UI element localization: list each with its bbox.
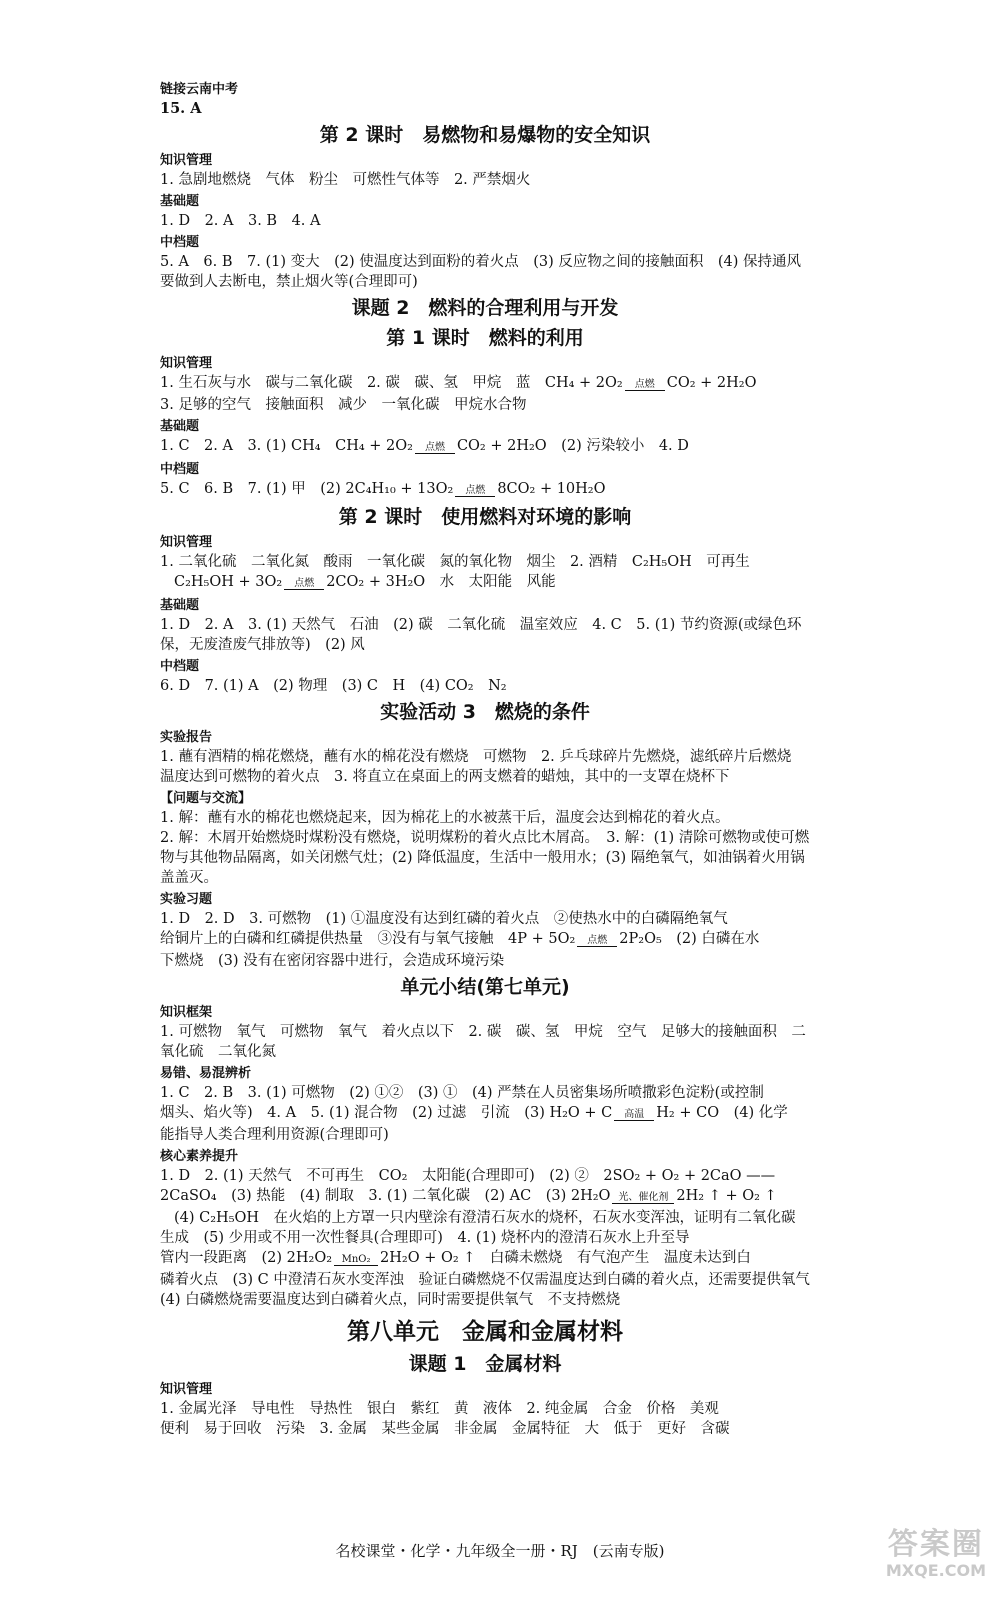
- answer-line: 1. D 2. A 3. B 4. A: [160, 213, 321, 229]
- section-label: 中档题: [160, 462, 200, 477]
- reaction-condition: 点燃: [634, 379, 655, 390]
- equation-reactants: 烟头、焰火等) 4. A 5. (1) 混合物 (2) 过滤 引流 (3) H₂O + C: [160, 1105, 613, 1121]
- activity-title: 实验活动 3 燃烧的条件: [380, 701, 590, 723]
- answer-line: [160, 929, 810, 951]
- answer-line: 便利 易于回收 污染 3. 金属 某些金属 非金属 金属特征 大 低于 更好 含碳: [160, 1421, 730, 1437]
- answer-line: 1. 解：蘸有水的棉花也燃烧起来，因为棉花上的水被蒸干后，温度会达到棉花的着火点。: [160, 810, 730, 826]
- equation-products: H₂ + CO (4) 化学: [656, 1105, 788, 1121]
- watermark-text: 答案圈: [887, 1527, 984, 1562]
- answer-line: 1. 金属光泽 导电性 导热性 银白 紫红 黄 液体 2. 纯金属 合金 价格 美观: [160, 1401, 719, 1417]
- answer-line: 2. 解：木屑开始燃烧时煤粉没有燃烧，说明煤粉的着火点比木屑高。 3. 解：(1) 清除可燃物或使可燃物与其他物品隔离，如关闭燃气灶；(2) 降低温度，生活中一般用水；(3) 隔绝氧气，如油锅着火用锅盖盖灭。: [160, 830, 810, 886]
- reaction-arrow: [284, 579, 324, 594]
- section-label: 中档题: [160, 235, 200, 250]
- answer-page: [160, 78, 825, 1439]
- reaction-condition: 点燃: [294, 578, 315, 589]
- section-label: 知识管理: [160, 535, 213, 550]
- topic-title: 课题 2 燃料的合理利用与开发: [351, 297, 619, 319]
- answer-line: 1. 二氧化硫 二氧化氮 酸雨 一氧化碳 氮的氧化物 烟尘 2. 酒精 C₂H₅OH 可再生: [160, 554, 750, 570]
- equation-products: 2H₂O + O₂ ↑ 白磷未燃烧 有气泡产生 温度未达到白: [380, 1250, 751, 1266]
- section-label: 知识管理: [160, 1382, 213, 1397]
- reaction-arrow: [415, 443, 455, 458]
- answer-line: 下燃烧 (3) 没有在密闭容器中进行，会造成环境污染: [160, 953, 505, 969]
- unit-title: 第八单元 金属和金属材料: [347, 1319, 623, 1345]
- reaction-condition: 点燃: [465, 485, 486, 496]
- answer-line: 15. A: [160, 100, 202, 117]
- reaction-arrow: [577, 936, 617, 951]
- answer-line: 能指导人类合理利用资源(合理即可): [160, 1127, 389, 1143]
- answer-line: [160, 1248, 810, 1270]
- answer-line: 5. A 6. B 7. (1) 变大 (2) 使温度达到面粉的着火点 (3) 反应物之间的接触面积 (4) 保持通风 要做到人去断电，禁止烟火等(合理即可): [160, 254, 816, 290]
- answer-line: [160, 436, 810, 458]
- reaction-arrow: [455, 486, 495, 501]
- section-label: 实验习题: [160, 892, 213, 907]
- reaction-condition: 点燃: [587, 935, 608, 946]
- answer-line: 磷着火点 (3) C 中澄清石灰水变浑浊 验证白磷燃烧不仅需温度达到白磷的着火点，还需要提供氧气 (4) 白磷燃烧需要温度达到白磷着火点，同时需要提供氧气 不支持燃烧: [160, 1272, 825, 1308]
- section-label: 核心素养提升: [160, 1149, 239, 1164]
- section-label: 【问题与交流】: [160, 791, 252, 806]
- equation-products: CO₂ + 2H₂O (2) 污染较小 4. D: [456, 438, 689, 454]
- answer-line: 1. C 2. B 3. (1) 可燃物 (2) ①② (3) ① (4) 严禁在人员密集场所喷撒彩色淀粉(或控制: [160, 1085, 764, 1101]
- reaction-arrow: [614, 1110, 654, 1125]
- watermark-url: MXQE.COM: [885, 1561, 986, 1580]
- equation-reactants: 1. 生石灰与水 碳与二氧化碳 2. 碳 碳、氢 甲烷 蓝 CH₄ + 2O₂: [160, 375, 623, 391]
- unit-summary-title: 单元小结(第七单元): [400, 976, 570, 998]
- reaction-condition: 高温: [624, 1109, 645, 1120]
- section-label: 链接云南中考: [160, 82, 239, 97]
- lesson-title: 第 1 课时 燃料的利用: [386, 327, 584, 349]
- equation-reactants: 管内一段距离 (2) 2H₂O₂: [160, 1250, 333, 1266]
- answer-line: [160, 479, 810, 501]
- section-label: 知识管理: [160, 356, 213, 371]
- section-label: 基础题: [160, 194, 200, 209]
- answer-line: 1. D 2. A 3. (1) 天然气 石油 (2) 碳 二氧化硫 温室效应 4. C 5. (1) 节约资源(或绿色环保，无废渣废气排放等) (2) 风: [160, 617, 802, 653]
- answer-line: 1. 蘸有酒精的棉花燃烧，蘸有水的棉花没有燃烧 可燃物 2. 乒乓球碎片先燃烧，滤纸碎片后燃烧 温度达到可燃物的着火点 3. 将直立在桌面上的两支燃着的蜡烛，其中的一支罩在烧杯下: [160, 749, 806, 785]
- equation-reactants: 2CaSO₄ (3) 热能 (4) 制取 3. (1) 二氧化碳 (2) AC (3) 2H₂O: [160, 1188, 611, 1204]
- equation-products: 2P₂O₅ (2) 白磷在水: [619, 931, 760, 947]
- section-label: 基础题: [160, 419, 200, 434]
- equation-products: 8CO₂ + 10H₂O: [497, 481, 606, 497]
- section-label: 中档题: [160, 659, 200, 674]
- answer-line: [160, 1186, 810, 1208]
- section-label: 实验报告: [160, 730, 213, 745]
- section-label: 知识管理: [160, 153, 213, 168]
- topic-title: 课题 1 金属材料: [408, 1353, 562, 1375]
- watermark-logo: [886, 1528, 986, 1580]
- answer-line: 1. 急剧地燃烧 气体 粉尘 可燃性气体等 2. 严禁烟火: [160, 172, 531, 188]
- answer-line: [160, 373, 810, 395]
- reaction-condition: 光、催化剂: [618, 1192, 669, 1203]
- reaction-condition: MnO₂: [341, 1254, 371, 1265]
- equation-reactants: C₂H₅OH + 3O₂: [174, 574, 283, 590]
- answer-line: [160, 1103, 810, 1125]
- answer-line: 6. D 7. (1) A (2) 物理 (3) C H (4) CO₂ N₂: [160, 678, 507, 694]
- answer-line: 1. 可燃物 氧气 可燃物 氧气 着火点以下 2. 碳 碳、氢 甲烷 空气 足够大的接触面积 二氧化硫 二氧化氮: [160, 1024, 806, 1060]
- equation-reactants: 1. C 2. A 3. (1) CH₄ CH₄ + 2O₂: [160, 438, 413, 454]
- equation-products: CO₂ + 2H₂O: [666, 375, 757, 391]
- answer-line: (4) C₂H₅OH 在火焰的上方罩一只内壁涂有澄清石灰水的烧杯，石灰水变浑浊，证明有二氧化碳生成 (5) 少用或不用一次性餐具(合理即可) 4. (1) 烧杯内的澄清石灰水上升至导: [160, 1210, 796, 1246]
- equation-reactants: 给铜片上的白磷和红磷提供热量 ③没有与氧气接触 4P + 5O₂: [160, 931, 576, 947]
- reaction-arrow: [334, 1255, 378, 1270]
- reaction-condition: 点燃: [424, 442, 445, 453]
- equation-products: 2CO₂ + 3H₂O 水 太阳能 风能: [326, 574, 556, 590]
- reaction-arrow: [612, 1193, 674, 1208]
- section-label: 基础题: [160, 598, 200, 613]
- equation-reactants: 5. C 6. B 7. (1) 甲 (2) 2C₄H₁₀ + 13O₂: [160, 481, 454, 497]
- answer-line: 1. D 2. D 3. 可燃物 (1) ①温度没有达到红磷的着火点 ②使热水中的白磷隔绝氧气: [160, 911, 728, 927]
- reaction-arrow: [625, 380, 665, 395]
- section-label: 易错、易混辨析: [160, 1066, 252, 1081]
- section-label: 知识框架: [160, 1005, 213, 1020]
- answer-line: 1. D 2. (1) 天然气 不可再生 CO₂ 太阳能(合理即可) (2) ② 2SO₂ + O₂ + 2CaO ——: [160, 1168, 776, 1184]
- lesson-title: 第 2 课时 易燃物和易爆物的安全知识: [319, 124, 651, 146]
- answer-line: [160, 572, 810, 594]
- answer-line: 3. 足够的空气 接触面积 减少 一氧化碳 甲烷水合物: [160, 397, 527, 413]
- equation-products: 2H₂ ↑ + O₂ ↑: [676, 1188, 777, 1204]
- lesson-title: 第 2 课时 使用燃料对环境的影响: [338, 506, 632, 528]
- page-footer: 名校课堂・化学・九年级全一册・RJ (云南专版): [335, 1542, 665, 1560]
